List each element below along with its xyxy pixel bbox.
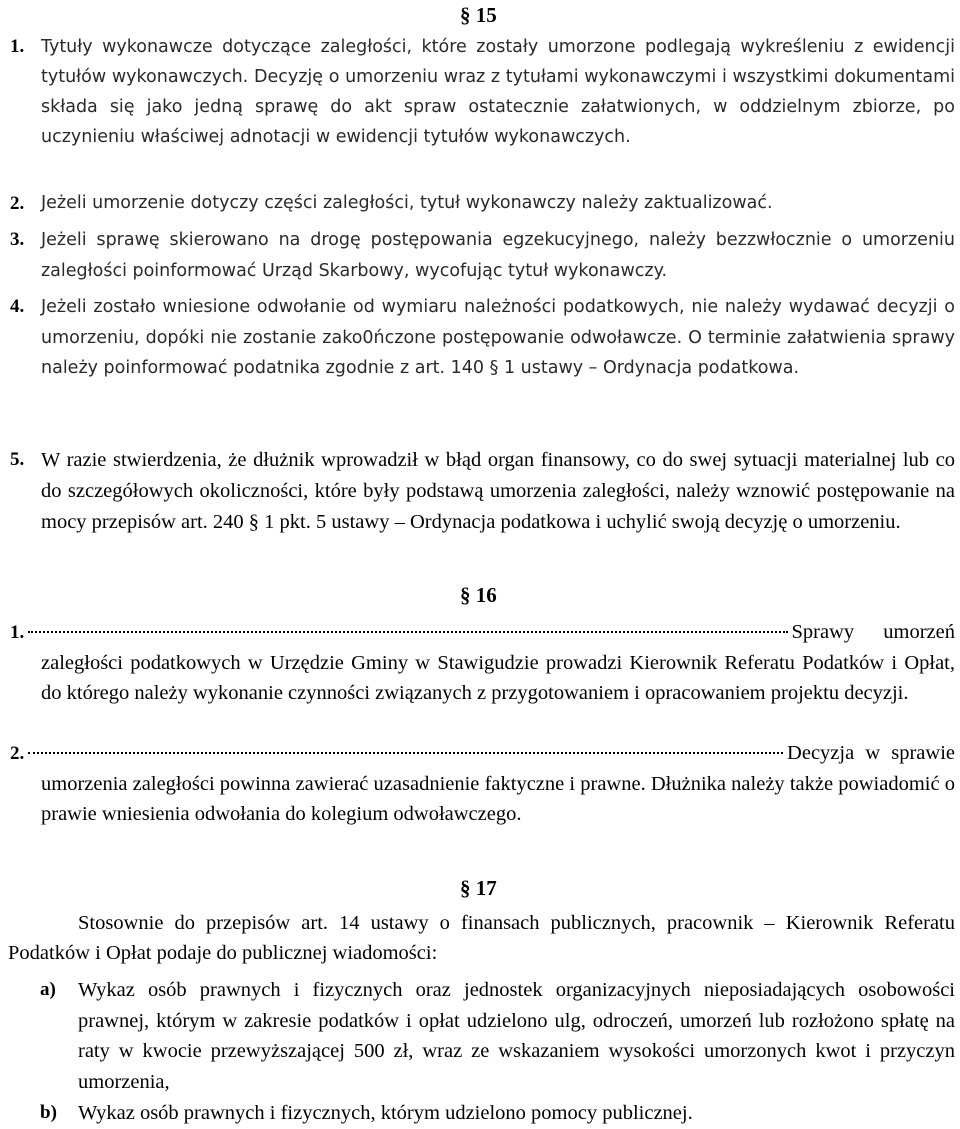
section-intro: Stosownie do przepisów art. 14 ustawy o finansach publicznych, pracownik – Kierownik Referatu Podatków i Opłat podaje do publicznej wiadomości: [8,912,955,964]
item-text: Tytuły wykonawcze dotyczące zaległości, które zostały umorzone podlegają wykreśleniu z ewidencji tytułów wykonawczych. Decyzję o umorzeniu wraz z tytułami wykonawczymi i wszystkimi dokumentami składa się jako jedną sprawę do akt spraw ostatecznie załatwionych, w oddzielnym zbiorze, po uczynieniu właściwej adnotacji w ewidencji tytułów wykonawczych. [41,37,955,147]
section-heading-16: § 16 [460,583,497,607]
list-item [10,617,955,708]
item-number: 2. [10,743,25,764]
item-number: 3. [10,229,25,250]
item-lead-text: Sprawy umorzeń [791,621,955,643]
item-number: 2. [10,193,25,214]
list-item [10,32,955,152]
item-text: umorzenia zaległości powinna zawierać uzasadnienie faktyczne i prawne. Dłużnika należy także powiadomić o prawie wniesienia odwołania do kolegium odwoławczego. [41,773,955,825]
dot-leader [28,631,787,633]
item-number: 1. [10,622,25,643]
list-item [10,225,955,287]
item-text: zaległości podatkowych w Urzędzie Gminy w Stawigudzie prowadzi Kierownik Referatu Podatków i Opłat, do którego należy wykonanie czynności związanych z przygotowaniem i opracowaniem projektu decyzji. [41,652,955,704]
section-heading-17: § 17 [460,876,497,900]
list-item [10,738,955,829]
list-item [10,189,955,219]
list-item [10,445,955,538]
item-number: 1. [10,36,25,57]
list-item [10,292,955,384]
list-item [40,975,955,1097]
item-text: Jeżeli sprawę skierowano na drogę postępowania egzekucyjnego, należy bezzwłocznie o umorzeniu zaległości poinformować Urząd Skarbowy, wycofując tytuł wykonawczy. [41,230,955,281]
item-number: 5. [10,449,25,470]
item-text: Wykaz osób prawnych i fizycznych, którym udzielono pomocy publicznej. [78,1102,693,1124]
section-heading-15: § 15 [460,3,497,27]
item-lead-text: Decyzja w sprawie [787,742,955,764]
item-letter: b) [40,1102,57,1123]
item-text: Wykaz osób prawnych i fizycznych oraz jednostek organizacyjnych nieposiadających osobowości prawnej, którym w zakresie podatków i opłat udzielono ulg, odroczeń, umorzeń lub rozłożono spłatę na raty w kwocie przewyższającej 500 zł, wraz ze wskazaniem wysokości umorzonych kwot i przyczyn umorzenia, [78,979,955,1093]
item-text: W razie stwierdzenia, że dłużnik wprowadził w błąd organ finansowy, co do swej sytuacji materialnej lub co do szczegółowych okoliczności, które były podstawą umorzenia zaległości, należy wznowić postępowanie na mocy przepisów art. 240 § 1 pkt. 5 ustawy – Ordynacja podatkowa i uchylić swoją decyzję o umorzeniu. [41,449,955,533]
item-number: 4. [10,296,25,317]
item-text: Jeżeli zostało wniesione odwołanie od wymiaru należności podatkowych, nie należy wydawać decyzji o umorzeniu, dopóki nie zostanie zako0ńczone postępowanie odwoławcze. O terminie załatwienia sprawy należy poinformować podatnika zgodnie z art. 140 § 1 ustawy – Ordynacja podatkowa. [41,297,955,378]
item-text: Jeżeli umorzenie dotyczy części zaległości, tytuł wykonawczy należy zaktualizować. [41,193,773,213]
item-letter: a) [40,979,56,1000]
list-item [40,1098,955,1128]
dot-leader [28,752,783,754]
